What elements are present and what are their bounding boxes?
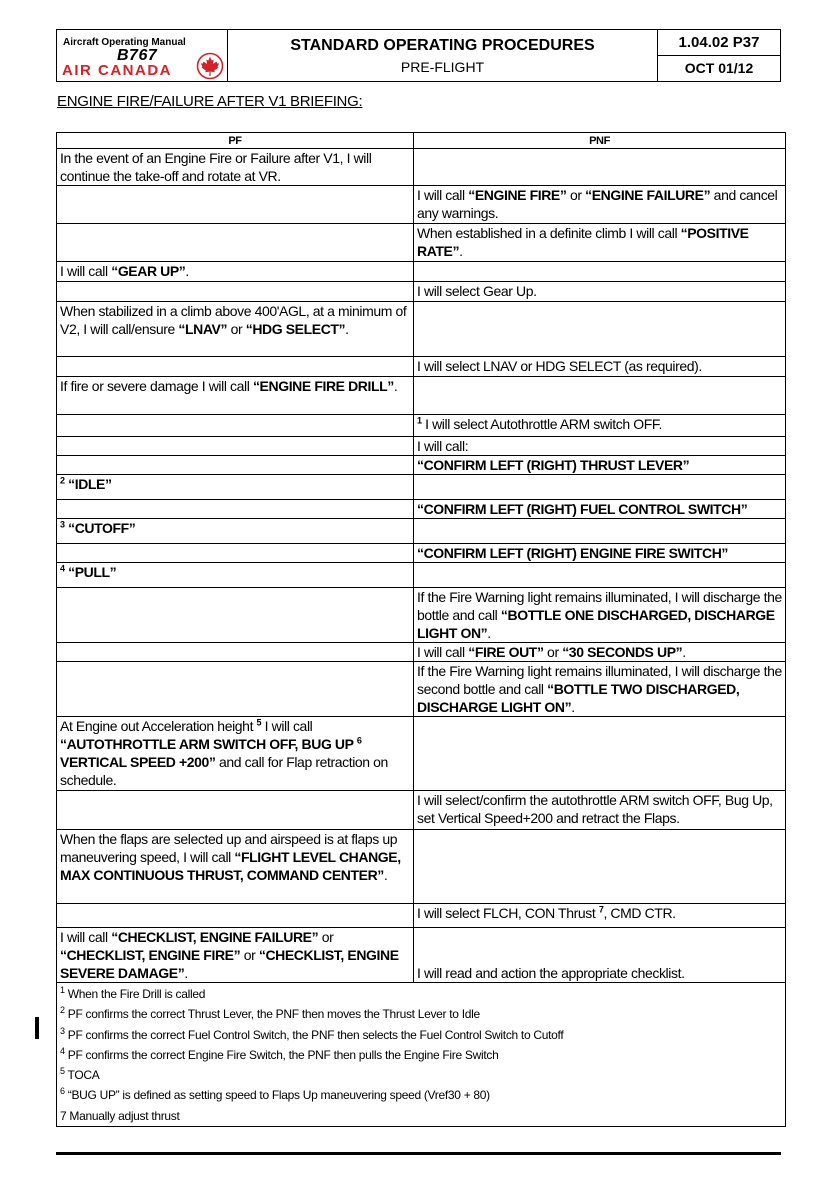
table-row xyxy=(57,149,786,186)
footnote xyxy=(60,1045,782,1065)
pf-cell xyxy=(57,437,414,456)
pnf-cell xyxy=(414,588,786,643)
cell-text: “CONFIRM LEFT (RIGHT) THRUST LEVER” xyxy=(417,457,690,473)
table-row xyxy=(57,928,786,983)
pf-cell xyxy=(57,475,414,500)
cell-text: If the Fire Warning light remains illuminated, I will discharge the bottle and call xyxy=(417,589,782,623)
cell-text: I will call xyxy=(417,187,469,203)
cell-text: If the Fire Warning light remains illuminated, I will discharge the second bottle and call xyxy=(417,663,782,697)
footnotes xyxy=(57,983,786,1127)
cell-text: VERTICAL SPEED +200” xyxy=(60,754,216,770)
footnote xyxy=(60,1106,782,1126)
pnf-cell xyxy=(414,791,786,830)
table-row xyxy=(57,588,786,643)
footnote-number: 2 xyxy=(60,1005,65,1016)
pf-cell xyxy=(57,519,414,544)
cell-text: “ENGINE FIRE” xyxy=(468,187,567,203)
cell-text: “PULL” xyxy=(64,564,117,580)
footnote-ref: 6 xyxy=(356,735,362,746)
briefing-table xyxy=(56,132,786,1127)
document-subtitle: PRE-FLIGHT xyxy=(400,59,485,75)
cell-text: I will select LNAV or HDG SELECT (as required). xyxy=(417,358,702,374)
cell-text: “AUTOTHROTTLE ARM SWITCH OFF, BUG UP xyxy=(60,736,357,752)
cell-text: I will select Gear Up. xyxy=(417,283,537,299)
page-header xyxy=(56,29,781,82)
cell-text: “CONFIRM LEFT (RIGHT) FUEL CONTROL SWITCH” xyxy=(417,501,748,517)
cell-text: At Engine out Acceleration height xyxy=(60,718,257,734)
pf-cell xyxy=(57,415,414,437)
pnf-cell xyxy=(414,377,786,415)
footnote-text: TOCA xyxy=(64,1068,100,1083)
footnote-ref: 5 xyxy=(256,717,262,728)
cell-text: . xyxy=(393,378,398,394)
cell-text: When the flaps are selected up and airspeed is at flaps up maneuvering speed, I will call xyxy=(60,831,398,865)
cell-text: “CHECKLIST, ENGINE FAILURE” xyxy=(111,929,319,945)
footnote-ref: 4 xyxy=(60,563,65,574)
pf-cell xyxy=(57,224,414,262)
footnote-number: 1 xyxy=(60,985,65,995)
pnf-cell xyxy=(414,224,786,262)
cell-text: I will call xyxy=(417,644,469,660)
pf-cell xyxy=(57,186,414,224)
cell-text: I will call xyxy=(60,263,112,279)
pnf-column-header: PNF xyxy=(414,133,786,149)
footnote xyxy=(60,1085,782,1105)
pf-cell xyxy=(57,643,414,662)
cell-text: In the event of an Engine Fire or Failure after V1, I will continue the take-off and rotate at VR. xyxy=(60,150,372,184)
cell-text: and cancel any warnings. xyxy=(417,187,778,221)
cell-text: “BOTTLE ONE DISCHARGED, DISCHARGE LIGHT ON” xyxy=(417,607,775,641)
footnote-text: When the Fire Drill is called xyxy=(64,987,206,1001)
table-row xyxy=(57,662,786,717)
table-row xyxy=(57,437,786,456)
table-row xyxy=(57,500,786,519)
pnf-cell xyxy=(414,662,786,717)
table-row xyxy=(57,475,786,500)
pnf-cell xyxy=(414,282,786,302)
table-row xyxy=(57,186,786,224)
cell-text: I will select/confirm the autothrottle ARM switch OFF, Bug Up, set Vertical Speed+200 and retract the Flaps. xyxy=(417,792,773,826)
cell-text: . xyxy=(184,965,188,981)
footnote-text: PF confirms the correct Thrust Lever, the PNF then moves the Thrust Lever to Idle xyxy=(64,1007,480,1022)
footnote-number: 4 xyxy=(60,1045,65,1056)
cell-text: “GEAR UP” xyxy=(111,263,186,279)
table-row xyxy=(57,519,786,544)
pnf-cell xyxy=(414,519,786,544)
pf-column-header: PF xyxy=(57,133,414,149)
cell-text: I will select Autothrottle ARM switch OFF. xyxy=(421,416,662,432)
cell-text: “ENGINE FIRE DRILL” xyxy=(252,378,394,394)
pf-cell xyxy=(57,262,414,282)
footnote-ref: 7 xyxy=(598,904,604,915)
cell-text: “ENGINE FAILURE” xyxy=(585,187,711,203)
pnf-cell xyxy=(414,500,786,519)
manual-label: Aircraft Operating Manual xyxy=(63,37,186,48)
footnote-ref: 1 xyxy=(417,415,422,426)
table-row xyxy=(57,224,786,262)
pnf-cell xyxy=(414,717,786,791)
cell-text: I will read and action the appropriate checklist. xyxy=(417,965,685,981)
cell-text: “CHECKLIST, ENGINE FIRE” xyxy=(60,947,241,963)
cell-text: or xyxy=(566,187,586,203)
pf-cell xyxy=(57,662,414,717)
footnote-number: 6 xyxy=(60,1086,65,1097)
airline-name: AIR CANADA xyxy=(62,62,172,79)
cell-text: When established in a definite climb I will call xyxy=(417,225,681,241)
pnf-cell xyxy=(414,357,786,377)
footnote-number: 3 xyxy=(60,1025,65,1036)
cell-text: “LNAV” xyxy=(178,321,228,337)
pf-cell xyxy=(57,563,414,588)
footnote xyxy=(60,984,782,1004)
pf-cell xyxy=(57,830,414,904)
table-header-row xyxy=(57,133,786,149)
cell-text: “30 SECONDS UP” xyxy=(562,644,683,660)
cell-text: , CMD CTR. xyxy=(603,905,676,921)
cell-text: “CUTOFF” xyxy=(64,520,136,536)
page-reference: 1.04.02 P37 xyxy=(658,30,780,56)
cell-text: “HDG SELECT” xyxy=(245,321,346,337)
pf-cell xyxy=(57,282,414,302)
pnf-cell xyxy=(414,302,786,357)
cell-text: “FIRE OUT” xyxy=(468,644,544,660)
pf-cell xyxy=(57,500,414,519)
cell-text: I will select FLCH, CON Thrust xyxy=(417,905,599,921)
cell-text: “IDLE” xyxy=(64,476,112,492)
pf-cell xyxy=(57,928,414,983)
cell-text: . xyxy=(185,263,189,279)
pf-cell xyxy=(57,588,414,643)
footnote-ref: 2 xyxy=(60,475,65,486)
revision-change-bar xyxy=(35,1017,39,1039)
cell-text: “BOTTLE TWO DISCHARGED, DISCHARGE LIGHT ON” xyxy=(417,681,740,715)
cell-text: “CHECKLIST, ENGINE SEVERE DAMAGE” xyxy=(60,947,399,981)
cell-text: When stabilized in a climb above 400'AGL, at a minimum of V2, I will call/ensure xyxy=(60,303,407,337)
pnf-cell xyxy=(414,643,786,662)
pnf-cell xyxy=(414,830,786,904)
footnote-ref: 3 xyxy=(60,519,65,530)
table-row xyxy=(57,904,786,928)
pf-cell xyxy=(57,717,414,791)
pnf-cell xyxy=(414,262,786,282)
section-title: ENGINE FIRE/FAILURE AFTER V1 BRIEFING: xyxy=(57,93,363,110)
table-row xyxy=(57,302,786,357)
pf-cell xyxy=(57,149,414,186)
table-row xyxy=(57,563,786,588)
pf-cell xyxy=(57,904,414,928)
footnote xyxy=(60,1004,782,1024)
footnote-text: “BUG UP” is defined as setting speed to Flaps Up maneuvering speed (Vref30 + 80) xyxy=(64,1088,490,1103)
cell-text: or xyxy=(227,321,246,337)
air-canada-logo xyxy=(57,30,228,81)
pnf-cell xyxy=(414,456,786,475)
table-row xyxy=(57,415,786,437)
table-row xyxy=(57,377,786,415)
pf-cell xyxy=(57,791,414,830)
cell-text: and call for Flap retraction on schedule. xyxy=(60,754,388,788)
pnf-cell xyxy=(414,415,786,437)
cell-text: “POSITIVE RATE” xyxy=(417,225,749,259)
cell-text: or xyxy=(318,929,334,945)
pnf-cell xyxy=(414,928,786,983)
footnote xyxy=(60,1065,782,1085)
footnote-text: PF confirms the correct Engine Fire Switch, the PNF then pulls the Engine Fire Switch xyxy=(64,1047,499,1062)
page-reference-block xyxy=(658,30,780,81)
document-title: STANDARD OPERATING PROCEDURES xyxy=(290,37,595,54)
pnf-cell xyxy=(414,437,786,456)
cell-text: I will call xyxy=(60,929,112,945)
table-row xyxy=(57,830,786,904)
footer-rule xyxy=(56,1152,781,1155)
aircraft-type: B767 xyxy=(117,47,158,64)
pnf-cell xyxy=(414,544,786,563)
table-row xyxy=(57,456,786,475)
table-row xyxy=(57,717,786,791)
table-row xyxy=(57,544,786,563)
pf-cell xyxy=(57,544,414,563)
pf-cell xyxy=(57,357,414,377)
footnote-text: PF confirms the correct Fuel Control Switch, the PNF then selects the Fuel Control Switch to Cutoff xyxy=(64,1027,564,1042)
cell-text: . xyxy=(571,699,575,715)
pf-cell xyxy=(57,456,414,475)
cell-text: . xyxy=(345,321,349,337)
cell-text: If fire or severe damage I will call xyxy=(60,378,253,394)
pnf-cell xyxy=(414,904,786,928)
pf-cell xyxy=(57,377,414,415)
footnote-number: 5 xyxy=(60,1066,65,1077)
cell-text: I will call: xyxy=(417,438,469,454)
pnf-cell xyxy=(414,149,786,186)
cell-text: . xyxy=(459,243,463,259)
revision-date: OCT 01/12 xyxy=(684,60,754,76)
footnote xyxy=(60,1025,782,1045)
maple-leaf-icon xyxy=(196,52,224,80)
cell-text: or xyxy=(240,947,259,963)
pnf-cell xyxy=(414,475,786,500)
table-row xyxy=(57,357,786,377)
pnf-cell xyxy=(414,563,786,588)
table-row xyxy=(57,262,786,282)
footnotes-row xyxy=(57,983,786,1127)
table-row xyxy=(57,643,786,662)
cell-text: . xyxy=(682,644,686,660)
table-row xyxy=(57,282,786,302)
document-title-block xyxy=(228,30,658,81)
cell-text: . xyxy=(487,625,491,641)
pnf-cell xyxy=(414,186,786,224)
table-row xyxy=(57,791,786,830)
footnote-text: 7 Manually adjust thrust xyxy=(60,1108,180,1123)
cell-text: “FLIGHT LEVEL CHANGE, MAX CONTINUOUS THRUST, COMMAND CENTER” xyxy=(60,849,401,883)
cell-text: . xyxy=(383,867,388,883)
cell-text: “CONFIRM LEFT (RIGHT) ENGINE FIRE SWITCH” xyxy=(417,545,729,561)
cell-text: or xyxy=(543,644,563,660)
pf-cell xyxy=(57,302,414,357)
cell-text: I will call xyxy=(261,718,313,734)
